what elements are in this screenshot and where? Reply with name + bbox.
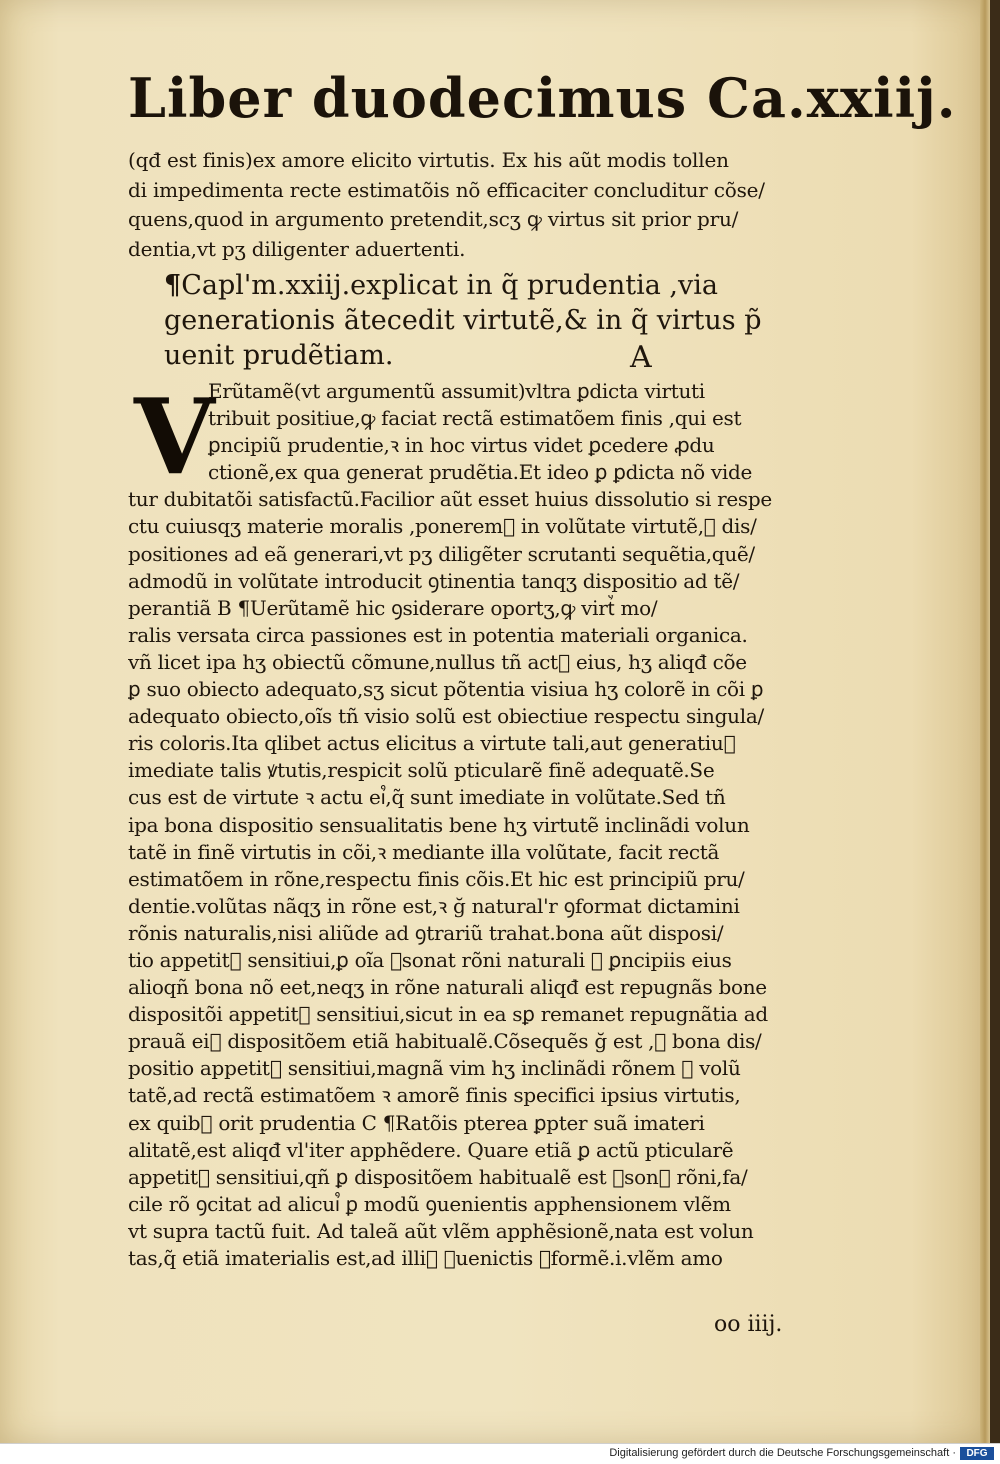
footer-bar [0,1443,1000,1464]
text-line: perantiã B ¶Uerũtamẽ hic ꝯsiderare oportʒ,ꝙ virt᷒ mo/ [128,595,658,620]
text-line: ris coloris.Ita qlibet actus elicitus a virtute tali,aut generatiu᷒ [128,731,736,756]
text-line: Erũtamẽ(vt argumentũ assumit)vltra ꝑdicta virtuti [208,379,705,403]
page-edge [980,0,990,1443]
text-line: cus est de virtute ꝛ actu ei᷒,q̃ sunt imediate in volũtate.Sed tñ [128,785,726,810]
heading-line: uenit prudẽtiam. [164,340,394,371]
heading-line: generationis ãtecedit virtutẽ,& in q̃ virtus p̃ [164,305,762,336]
pilcrow-mark: ¶ [164,270,182,301]
text-line: admodũ in volũtate introducit ꝯtinentia tanqʒ dispositio ad tẽ/ [128,568,740,593]
text-line: vñ licet ipa hʒ obiectũ cõmune,nullus tñ act᷒ eius, hʒ aliqđ cõe [128,649,747,674]
text-line: estimatõem in rõne,respectu finis cõis.Et hic est principiũ pru/ [128,866,745,891]
text-line: dentie.volũtas nãqʒ in rõne est,ꝛ ğ natural'r ꝯformat dictamini [128,893,740,918]
heading-line [164,268,854,303]
text-line: (qđ est finis)ex amore elicito virtutis. Ex his aũt modis tollen [128,148,729,172]
text-line: adequato obiecto,oĩs tñ visio solũ est obiectiue respectu singula/ [128,704,764,729]
text-line: tribuit positiue,ꝙ faciat rectã estimatõem finis ,qui est [208,406,742,431]
text-line: tio appetit᷒ sensitiui,ꝑ oĩa ꝯsonat rõni naturali ꝛ ꝑncipiis eius [128,947,732,972]
carry-over-paragraph [128,146,852,264]
text-line: cile rõ ꝯcitat ad alicui᷒ ꝑ modũ ꝯuenientis apphensionem vlẽm [128,1191,731,1216]
text-line: alioqñ bona nõ eet,neqʒ in rõne naturali aliqđ est repugnãs bone [128,975,767,1000]
text-line: ipa bona dispositio sensualitatis bene hʒ virtutẽ inclinãdi volun [128,812,750,837]
text-line: ex quib᷒ orit prudentia C ¶Ratõis pterea ꝑpter suã imateri [128,1110,705,1135]
text-line: tatẽ in finẽ virtutis in cõi,ꝛ mediante illa volũtate, facit rectã [128,839,720,864]
text-line: tatẽ,ad rectã estimatõem ꝛ amorẽ finis specifici ipsius virtutis, [128,1083,741,1108]
text-line: ctionẽ,ex qua generat prudẽtia.Et ideo ꝑ ꝑdicta nõ vide [208,460,753,485]
text-line: alitatẽ,est aliqđ vl'iter apphẽdere. Quare etiã ꝑ actũ pticularẽ [128,1137,734,1162]
running-head: Liber duodecimus Ca.xxiij. [128,66,957,130]
text-line: positiones ad eã generari,vt pʒ diligẽter scrutanti sequẽtia,quẽ/ [128,541,755,566]
text-line: tas,q̃ etiã imaterialis est,ad illi᷒ ꝯuenictis ꝯformẽ.i.vlẽm amo [128,1246,723,1270]
decorated-initial: V [134,375,215,498]
chapter-heading [164,268,854,373]
dfg-logo: DFG [960,1447,994,1460]
text-line: ꝑncipiũ prudentie,ꝛ in hoc virtus videt ꝑcedere ꝓdu [208,433,715,458]
text-line: tur dubitatõi satisfactũ.Facilior aũt esset huius dissolutio si respe [128,487,772,512]
text-line: vt supra tactũ fuit. Ad taleã aũt vlẽm apphẽsionẽ,nata est volun [128,1218,754,1243]
heading-line-text: Capl'm.xxiij.explicat in q̃ prudentia ,via [181,270,718,301]
text-line: positio appetit᷒ sensitiui,magnã vim hʒ inclinãdi rõnem ꝛ volũ [128,1056,741,1081]
text-line: ctu cuiusqʒ materie moralis ,ponerem᷒ in volũtate virtutẽ,ꝛ dis/ [128,514,757,539]
funding-credit: Digitalisierung gefördert durch die Deutsche Forschungsgemeinschaft · [609,1447,956,1459]
text-line: rõnis naturalis,nisi aliũde ad ꝯtrariũ trahat.bona aũt disposi/ [128,920,724,945]
chapter-body [128,375,852,1272]
text-line: quens,quod in argumento pretendit,scʒ ꝙ virtus sit prior pru/ [128,207,739,231]
text-line: dispositõi appetit᷒ sensitiui,sicut in ea sꝑ remanet repugnãtia ad [128,1002,768,1027]
text-line: imediate talis ꝟtutis,respicit solũ pticularẽ finẽ adequatẽ.Se [128,758,715,783]
text-line: appetit᷒ sensitiui,qñ ꝑ dispositõem habitualẽ est ꝯson᷒ rõni,fa/ [128,1164,748,1189]
signature-mark: oo iiij. [714,1312,783,1337]
text-line: ꝑ suo obiecto adequato,sʒ sicut põtentia visiua hʒ colorẽ in cõi ꝑ [128,677,764,702]
section-marker-a: A [630,340,652,375]
text-line: ralis versata circa passiones est in potentia materiali organica. [128,622,748,647]
text-line: di impedimenta recte estimatõis nõ efficaciter concluditur cõse/ [128,177,765,202]
text-line: dentia,vt pʒ diligenter aduertenti. [128,236,466,261]
text-line: prauã ei᷒ dispositõem etiã habitualẽ.Cõsequẽs ğ est ,ꝙ bona dis/ [128,1029,762,1054]
